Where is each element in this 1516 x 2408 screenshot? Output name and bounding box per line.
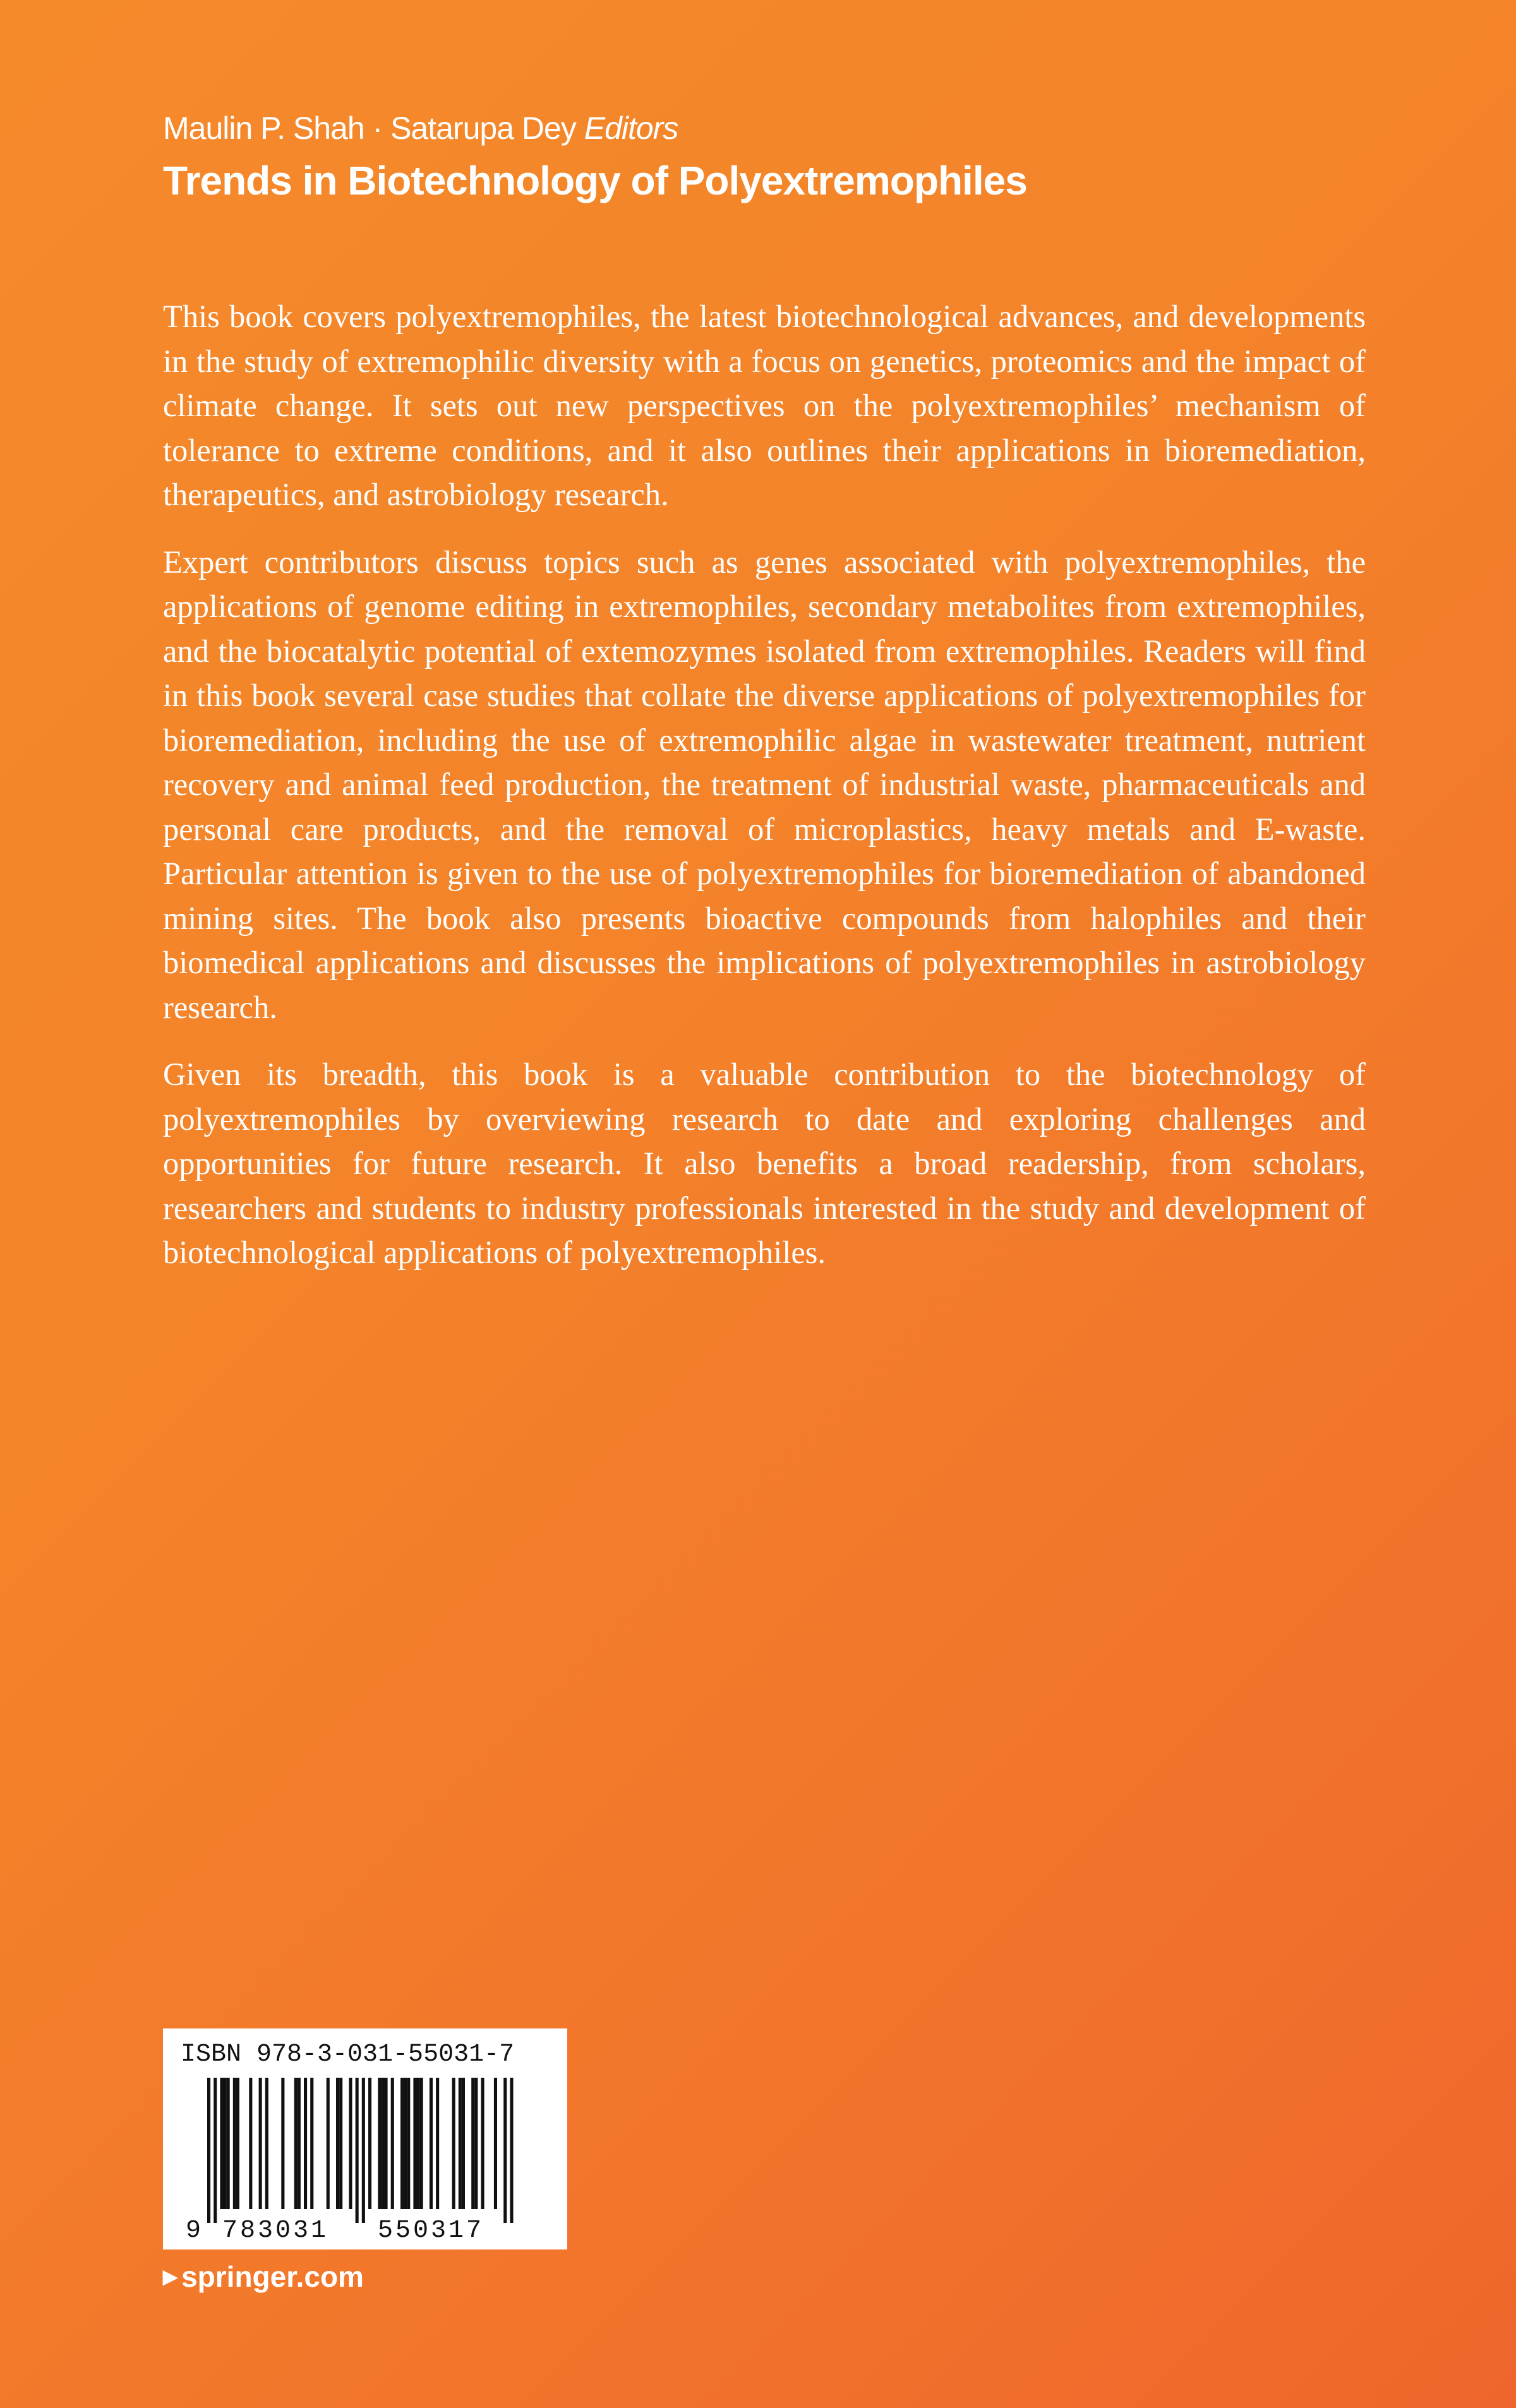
barcode-bar bbox=[420, 2078, 423, 2209]
barcode-bar bbox=[339, 2078, 342, 2209]
barcode-bar bbox=[385, 2078, 388, 2209]
barcode-left-digits: 783031 bbox=[222, 2217, 329, 2243]
barcode-bar bbox=[494, 2078, 497, 2209]
publisher-link[interactable] bbox=[163, 2258, 364, 2296]
barcode-bar bbox=[220, 2078, 223, 2209]
barcode-bar bbox=[259, 2078, 262, 2209]
barcode-bar bbox=[400, 2078, 404, 2209]
barcode-bar bbox=[381, 2078, 384, 2209]
publisher-url: springer.com bbox=[181, 2260, 364, 2293]
editors-names: Maulin P. Shah · Satarupa Dey bbox=[163, 111, 576, 146]
editors-line bbox=[163, 106, 1363, 150]
barcode-right-digits: 550317 bbox=[377, 2217, 484, 2243]
barcode-bar bbox=[391, 2078, 394, 2209]
barcode-bar bbox=[471, 2078, 474, 2209]
blurb-paragraph-1: This book covers polyextremophiles, the latest biotechnological advances, and developments in the study of extremophilic diversity with a focus on genetics, proteomics and the impact of climate change. It sets out new perspectives on the polyextremophiles’ mechanism of tolerance to extreme conditions, and it also outlines their applications in bioremediation, therapeutics, and astrobiology research. bbox=[163, 299, 1366, 512]
triangle-right-icon: ▶ bbox=[163, 2267, 178, 2287]
barcode-bar bbox=[281, 2078, 284, 2209]
barcode-bar bbox=[510, 2078, 513, 2223]
isbn-label: ISBN 978-3-031-55031-7 bbox=[181, 2040, 515, 2069]
barcode-bar bbox=[298, 2078, 301, 2209]
barcode-bar bbox=[214, 2078, 217, 2223]
barcode bbox=[181, 2078, 550, 2243]
barcode-bar bbox=[481, 2078, 484, 2209]
barcode-bar bbox=[224, 2078, 227, 2209]
barcode-bar bbox=[249, 2078, 252, 2209]
barcode-bar bbox=[349, 2078, 352, 2209]
barcode-bar bbox=[207, 2078, 210, 2223]
cover-header bbox=[163, 106, 1363, 208]
barcode-bar bbox=[327, 2078, 330, 2209]
barcode-bar bbox=[459, 2078, 462, 2209]
barcode-bar bbox=[356, 2078, 359, 2223]
barcode-bar bbox=[413, 2078, 416, 2209]
barcode-bar bbox=[227, 2078, 230, 2209]
barcode-bar bbox=[310, 2078, 313, 2209]
barcode-bar bbox=[404, 2078, 407, 2209]
barcode-bar bbox=[503, 2078, 507, 2223]
barcode-bar bbox=[378, 2078, 381, 2209]
barcode-bar bbox=[362, 2078, 365, 2223]
blurb-paragraph-3: Given its breadth, this book is a valuable contribution to the biotechnology of polyextremophiles by overviewing research to date and exploring challenges and opportunities for future research. It also benefits a broad readership, from scholars, researchers and students to industry professionals interested in the study and development of biotechnological applications of polyextremophiles. bbox=[163, 1057, 1366, 1270]
barcode-bar bbox=[368, 2078, 371, 2209]
blurb-paragraph-2: Expert contributors discuss topics such as genes associated with polyextremophiles, the applications of genome editing in extremophiles, secondary metabolites from extremophiles, and the biocatalytic potential of extemozymes isolated from extremophiles. Readers will find in this book several case studies that collate the diverse applications of polyextremophiles for bioremediation, including the use of extremophilic algae in wastewater treatment, nutrient recovery and animal feed production, the treatment of industrial waste, pharmaceuticals and personal care products, and the removal of microplastics, heavy metals and E-waste. Particular attention is given to the use of polyextremophiles for bioremediation of abandoned mining sites. The book also presents bioactive compounds from halophiles and their biomedical applications and discusses the implications of polyextremophiles in astrobiology research. bbox=[163, 544, 1366, 1025]
barcode-bar bbox=[474, 2078, 478, 2209]
barcode-bar bbox=[336, 2078, 339, 2209]
isbn-barcode-box bbox=[163, 2028, 567, 2249]
book-title: Trends in Biotechnology of Polyextremophiles bbox=[163, 158, 1027, 203]
barcode-bar bbox=[452, 2078, 455, 2209]
barcode-bars bbox=[207, 2078, 514, 2223]
barcode-bar bbox=[265, 2078, 268, 2209]
barcode-bar bbox=[462, 2078, 465, 2209]
barcode-bar bbox=[436, 2078, 439, 2209]
barcode-bar bbox=[236, 2078, 239, 2209]
barcode-first-digit: 9 bbox=[186, 2217, 202, 2243]
barcode-bar bbox=[294, 2078, 298, 2209]
barcode-bar bbox=[407, 2078, 410, 2209]
editors-role: Editors bbox=[584, 111, 678, 146]
barcode-bar bbox=[304, 2078, 307, 2209]
blurb bbox=[163, 294, 1366, 1298]
barcode-bar bbox=[417, 2078, 420, 2209]
barcode-bar bbox=[430, 2078, 433, 2209]
barcode-bar bbox=[233, 2078, 236, 2209]
